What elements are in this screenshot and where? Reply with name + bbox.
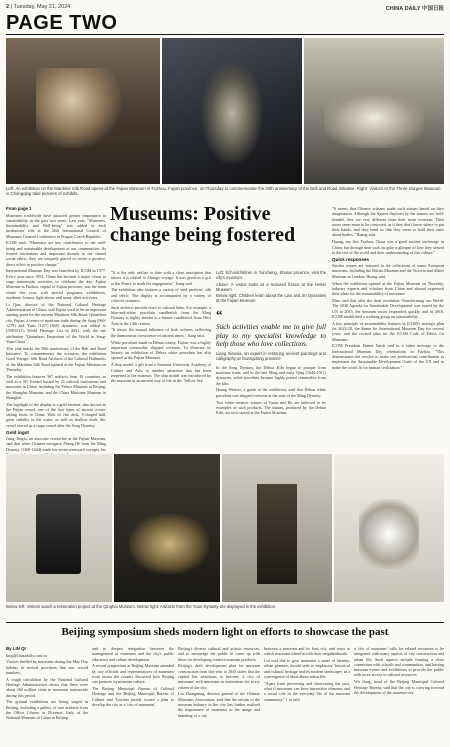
pull-quote xyxy=(216,307,326,361)
bottom-column-4: between a museum and its host city, and ways to which museums blend in with their neighborhoods. Liu said that to give museums a sense of identity, urban planners should seek to emphasize 'historical and cultural heritage and its modern landscapes' in a convergence of ideas about urban life. "Apart from preserving and showcasing the past, what if museums can have interactive elements and a social role in the everyday life of the museum community," Liu said. xyxy=(264,646,350,702)
article-column-4: "It seems that Chinese artisans made such statues based on their imagination. Although the figures depicted by the statues are bald-headed, they are very different from their main overseas. Their noses seem more to be contorted, as if they don't know where to put their hands, and they bend so that they seem to hold their arms about bodies," Huang said. Huang, my live Fuzhou, China was a good ancient anchorage in China, but through time took on quite a glimpse of how they sensed to the rest of the world and their understanding of this culture." Quick responses Similar scenes are featured in the collections of many European museums, including the British Museum and the Victoria and Albert Museum in London, Huang said. When the exhibition opened at the Fujian Museum on Thursday, industry experts and scholars from China and abroad expressed their ideas for the sustainability of museums. Zhao said that after the draft resolution 'Transforming our World: The 2030 Agenda for Sustainable Development' was issued by the UN in 2015, the museum sector responded quickly, and in 2019, ICOM established a working group on sustainability. A key principle of sustainability features in ICOM's strategic plan for 2022-28, the theme for International Museum Day for several years, and the revised plan for the ICOM Code of Ethics for Museums. ICOM President Emma Nardi said in a video message to the International Museum Day celebrations in Fuzhou, "This demonstrates the resolve to make our professional contribution to implement the Sustainable Development Goals of the UN and to make the world fit for human civilization." xyxy=(332,206,444,370)
mid-caption-above: Above: A visitor looks at a restored fresco at the Hebei Museum. xyxy=(216,281,326,292)
quote-text: Such activities enable me to give full play to my specialist knowledge to help those who love collections. xyxy=(216,323,326,349)
page-date: Tuesday, May 21, 2024 xyxy=(13,4,71,10)
page-header xyxy=(6,4,444,35)
photo-statue xyxy=(162,38,301,184)
article-column-3: Left: Schoolchildren in Yuncheng, Shanxi province, visit the city's museum. Above: A visitor looks at a restored fresco at the Hebei Museum. Below right: Children learn about the Liao and Jin Dynasties at the Fujian Museum. “ Such activities enable me to give full play to my specialist knowledge to help those who love collections. Liang Xiaoxia, an expert in restoring ancient paintings and calligraphy at Guangdong province In the Song Dynasty, the Dehua Kiln began to prosper from maritime trade, and in the late Ming and early Qing (1644-1911) dynasties, white porcelain became highly prized commodity from the kiln. Huang Weiwei, a guide at the exhibition, said that Dehua white porcelain was shipped overseas at the start of the Ming Dynasty. Two white-ceramic statues of Guan and Bo are believed to be examples of such products. The statues, produced by the Dehua Kiln, are now stored at the Fujian Museum. xyxy=(216,270,326,416)
gallery-caption: Below left: Visitors watch a restoration project at the Qinghai Museum. Below right: Artifacts from the Yuan Dynasty are displayed in the exhibition. xyxy=(6,604,277,609)
mid-caption-left: Left: Schoolchildren in Yuncheng, Shanxi province, visit the city's museum. xyxy=(216,270,326,280)
top-photo-strip xyxy=(6,38,444,184)
masthead: CHINA DAILY 中国日报 xyxy=(385,6,444,12)
gallery-photo-3 xyxy=(222,454,332,602)
article-column-2: "It is the only artifact to date with a clear inscription that shows it is related to Zheng's voyage. It was given as a gift to the Prince to mark his engagement," Jiang said. The exhibition also features a variety of 'mid-perform', silk and fabric. The display is accompanied by a variety of colorful ceramics. Such artifacts provide clues to cultural links. For example, a blue-and-white porcelain candlestick from the Ming Dynasty is highly similar to a bronze candlestick from West Asia in the 14th century. "It shows the mutual influence of both cultures, reflecting the harmonious coexistence of ancient times," Jiang said. White porcelain made in Dehua county, Fujian, was a highly important commodity shipped overseas. To illustrate its history, an exhibition of Dehua white porcelain has also opened at the Fujian Museum. A ship model, a gift from a Tanzania University Academy of Culture and Arts, is another attraction that has been reopened at the museum. The ship model was introduced by the museum as an ancient way of life in the 'Yellow Sea'. xyxy=(111,270,211,384)
page-number-date: 2 | Tuesday, May 21, 2024 xyxy=(6,4,71,10)
mid-caption-below: Below right: Children learn about the Liao and Jin Dynasties at the Fujian Museum. xyxy=(216,293,326,303)
mid-photo-captions xyxy=(216,270,326,303)
bottom-column-2: and to deepen integration between the management of museums and the city's public education and culture development. A recent symposium at Beijing Museum attended by city officials and representatives of museums from across the country discussed how Beijing can promote its museum culture. The Beijing Municipal Bureau of Cultural Heritage and the Beijing Municipal Bureau of Culture and Tourism jointly issued a plan to develop the city as a 'city of museums'. xyxy=(92,646,174,707)
section-title: PAGE TWO xyxy=(6,12,118,34)
top-photo-captions xyxy=(6,186,444,197)
gallery-photo-2 xyxy=(114,454,220,602)
caption-right: Right: Visitors to the Three Gorges Museum in Chongqing take pictures of exhibits. xyxy=(6,186,441,197)
photo-maritime-exhibition xyxy=(6,38,160,184)
photo-gallery xyxy=(6,454,444,602)
byline-email: linqi@chinadaily.com.cn xyxy=(6,652,48,658)
subheading-quick-responses: Quick responses xyxy=(332,257,370,263)
quote-attribution: Liang Xiaoxia, an expert in restoring ancient paintings and calligraphy at Guangdong province xyxy=(216,350,326,361)
bottom-column-3: Beijing's diverse cultural and artistic resources, and to encourage the public to come up with ideas for developing creative museum products. Beijing's draft development plan for museum construction from this year to 2035 states that the capital has ambitions to become 'a city of museums' with museums as institutions for every citizen of the city. Liu Zhongming, director general of the Chinese Museums Association, said that the reform to the museum industry in the city has further realized the importance of museums to the image and branding of a city. xyxy=(178,646,260,718)
from-page-label: From page 1 xyxy=(6,206,32,211)
quote-mark-icon: “ xyxy=(216,307,223,322)
divider xyxy=(6,622,444,623)
byline: By LIN QI xyxy=(6,646,26,651)
page-number: 2 xyxy=(6,4,10,10)
photo-visitors xyxy=(304,38,444,184)
article-column-1: From page 1 Museums worldwide have attracted greater importance to sustainability in the past two years. Last year, "Museums, Sustainability and Well-being" was added to each institutions' role at the 26th International Council of Museums General Conference in Prague, Czech Republic. ICOM said: "Museums are key contributors to the well-being and sustainable development of our communities. As trusted institutions and important threads in our shared social fabric, they are uniquely placed to create a positive, direct effect in positive change." International Museum Day was launched by ICOM in 1977. Every year since 1992, China has become a major venue to stage nationwide activities to celebrate the day. Fujian Museum in Fuzhou, capital of Fujian province, was the main venue this year, with special programs, exhibitions, academic forums, light shows and many other activities. Li Qun, director of the National Cultural Heritage Administration of China, said Fujian used to be an important starting point for the ancient Maritime Silk Road. Quanzhou city, Fujian, a center of maritime trade during the Song (960-1279) and Yuan (1271-1368) dynasties, was added to UNESCO's World Heritage List in 2021, with the site attribution "Quanzhou: Emporium of the World in Song-Yuan China". This year marks the 10th anniversary of the Belt and Road Initiative. To commemorate the occasion, the exhibition Good Voyage: Silk Road Artifacts of the Cultural Hallmarks of the Maritime Silk Road opened at the Fujian Museum on Thursday. The exhibition features 367 artifacts from 16 countries, as well as a 3D Toward hosted by 21 cultural institutions and museums in China, including the Palace Museum in Beijing, the Shanghai Museum, and the China Maritime Museum in Shanghai. The highlight of the display is a gold fastener, also known as the Fujian vessel, one of the first types of ancient ocean-sailing boats in China. With its flat deck, V-shaped hull, great stability in the water, as well as shallow draft, this vessel served as a cargo vessel after the Song Dynasty. Gold ingot Jiang Tingfa, an associate researcher at the Fujian Museum, said that when Chinese navigator Zheng He from the Ming Dynasty (1368-1644) made his seven westward voyages, his xyxy=(6,206,106,452)
subheading-gold-ingot: Gold ingot xyxy=(6,430,29,436)
gallery-photo-1 xyxy=(6,454,112,602)
bottom-column-1: By LIN QI linqi@chinadaily.com.cn Visitors thrilled by museums during the May Day holiday in several provinces that saw record numbers. A rough calculation by the National Cultural Heritage Administration shows that there were about 260 million visits to museums nationwide during this period. The ground exhibitions are being staged in Beijing, including a gallery of rare artifacts from the Office Library in Florence, Italy, at the National Museum of China in Beijing. xyxy=(6,646,88,721)
gallery-photo-4 xyxy=(334,454,444,602)
bottom-column-5: a 'city of museums' calls for related resources to be integrated with many aspects of city construction and urban life. Such aspects include forming a close connection with schools and communities, and hosting museum events and exhibitions to provide the public with more access to cultural resources. Wu Jiang, head of the Beijing Municipal Cultural Heritage Bureau, said that the city is carrying forward the development of the museum city. xyxy=(354,646,444,695)
article-headline: Museums: Positive change being fostered xyxy=(110,203,296,246)
caption-left: Left: An exhibition on the Maritime Silk Road opens at the Fujian Museum in Fuzhou, Fujian province, on Thursday to commemorate the 30th anniversary of the Belt and Road Initiative. xyxy=(6,186,356,191)
bottom-article-headline: Beijing symposium sheds modern light on efforts to showcase the past xyxy=(61,626,389,638)
